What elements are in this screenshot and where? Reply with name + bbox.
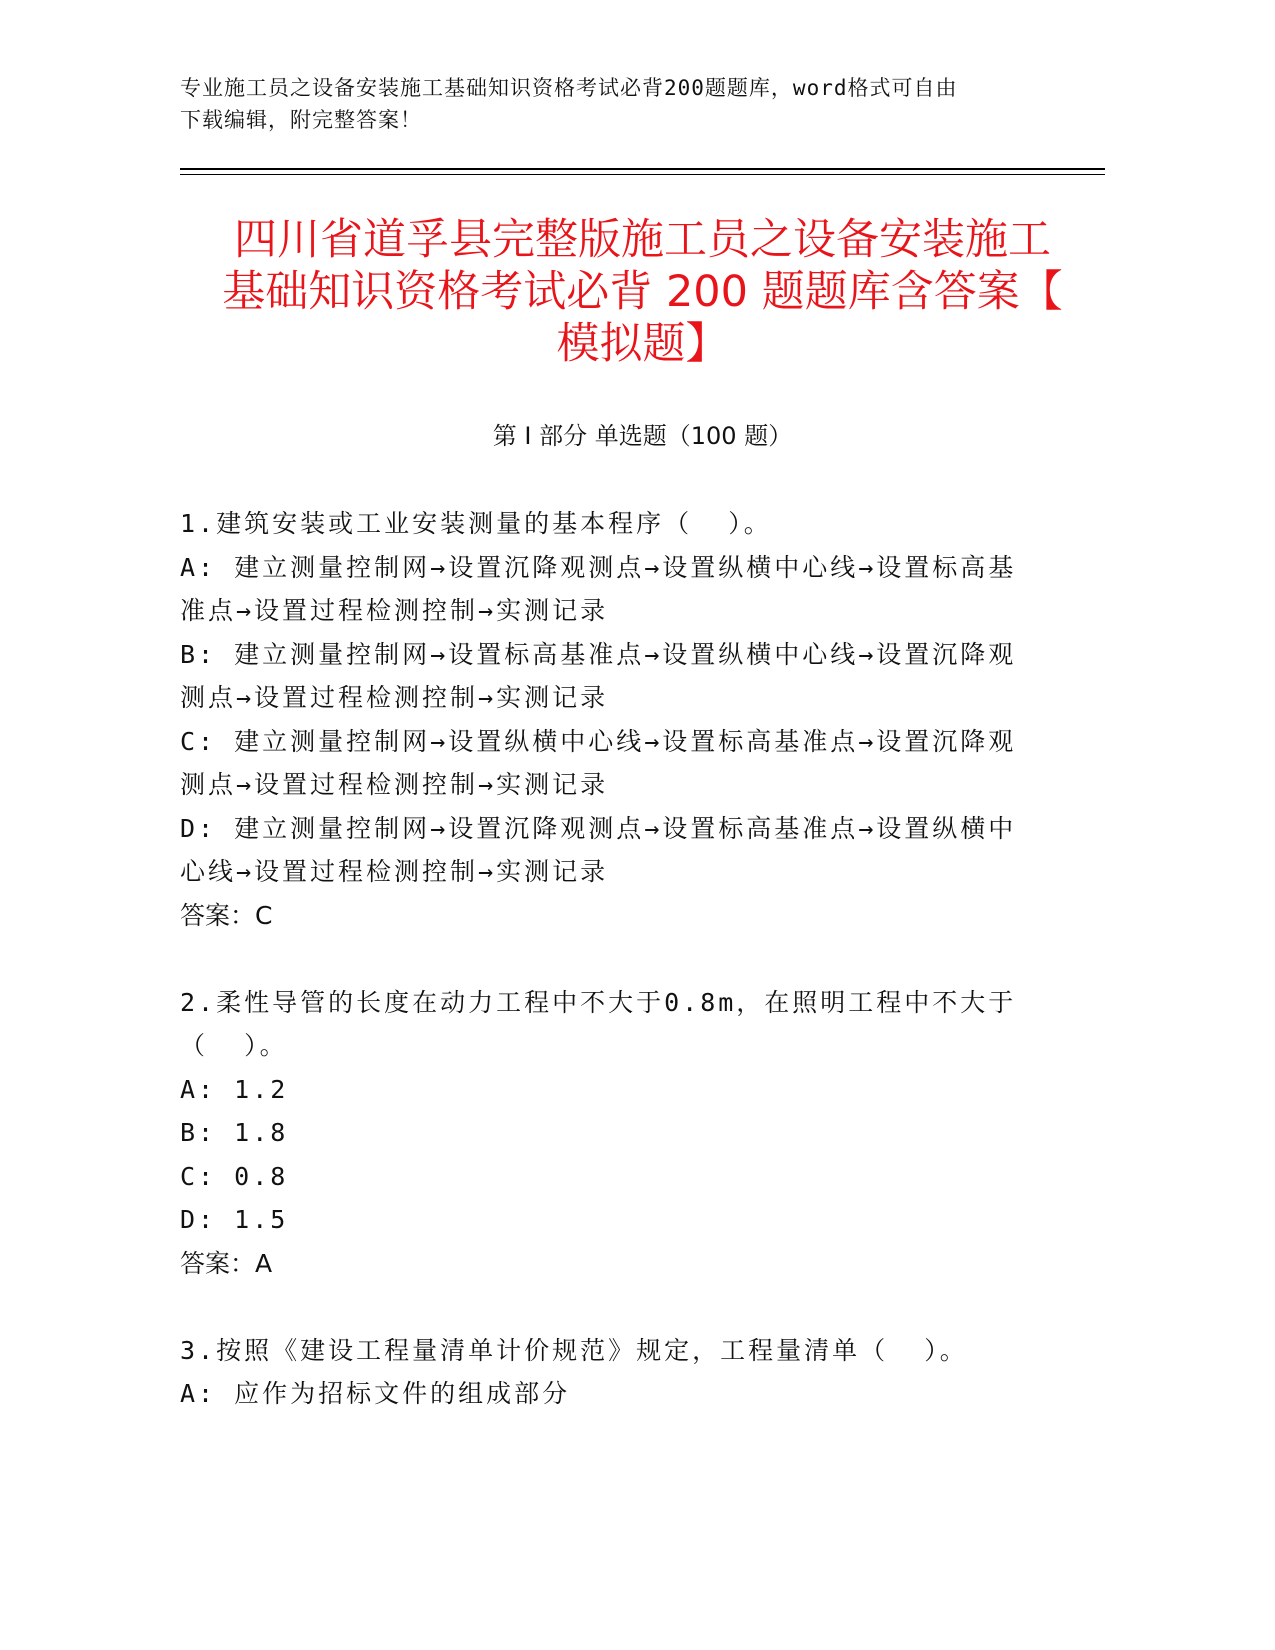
question-list — [180, 502, 1040, 1416]
header-rule-thin — [180, 174, 1105, 175]
answer-label: 答案：A — [180, 1248, 273, 1278]
question-stem: 1.建筑安装或工业安装测量的基本程序（ ）。 — [180, 509, 772, 538]
answer-label: 答案：C — [180, 900, 273, 930]
option-d: D: 1.5 — [180, 1205, 289, 1234]
document-title-line-2: 基础知识资格考试必背 200 题题库含答案【 — [222, 267, 1063, 317]
question-stem: 3.按照《建设工程量清单计价规范》规定，工程量清单（ ）。 — [180, 1335, 968, 1365]
question-spacer — [180, 937, 1040, 981]
option-a: A: 1.2 — [180, 1074, 289, 1104]
question-1 — [180, 502, 1040, 937]
header-rule-thick — [180, 168, 1105, 170]
option-c: C: 0.8 — [180, 1161, 289, 1191]
header-note-line-1: 专业施工员之设备安装施工基础知识资格考试必背200题题库，word格式可自由 — [180, 76, 958, 100]
section-title: 第 I 部分 单选题（100 题） — [492, 422, 793, 450]
option-a: A: 应作为招标文件的组成部分 — [180, 1379, 571, 1408]
option-c: C: 建立测量控制网→设置纵横中心线→设置标高基准点→设置沉降观测点→设置过程检测控制→实测记录 — [180, 726, 1017, 799]
document-title — [150, 214, 1135, 370]
option-b: B: 建立测量控制网→设置标高基准点→设置纵横中心线→设置沉降观测点→设置过程检测控制→实测记录 — [180, 639, 1017, 712]
document-title-line-3: 模拟题】 — [556, 319, 729, 369]
option-a: A: 建立测量控制网→设置沉降观测点→设置纵横中心线→设置标高基准点→设置过程检测控制→实测记录 — [180, 552, 1017, 625]
option-b: B: 1.8 — [180, 1118, 289, 1147]
question-2 — [180, 981, 1040, 1286]
option-d: D: 建立测量控制网→设置沉降观测点→设置标高基准点→设置纵横中心线→设置过程检测控制→实测记录 — [180, 813, 1017, 886]
header-note — [180, 72, 1060, 136]
header-note-line-2: 下载编辑，附完整答案！ — [180, 108, 422, 132]
question-spacer — [180, 1285, 1040, 1329]
question-stem: 2.柔性导管的长度在动力工程中不大于0.8m，在照明工程中不大于（ ）。 — [180, 987, 1017, 1060]
question-3 — [180, 1329, 1040, 1416]
document-title-line-1: 四川省道孚县完整版施工员之设备安装施工 — [234, 215, 1051, 265]
